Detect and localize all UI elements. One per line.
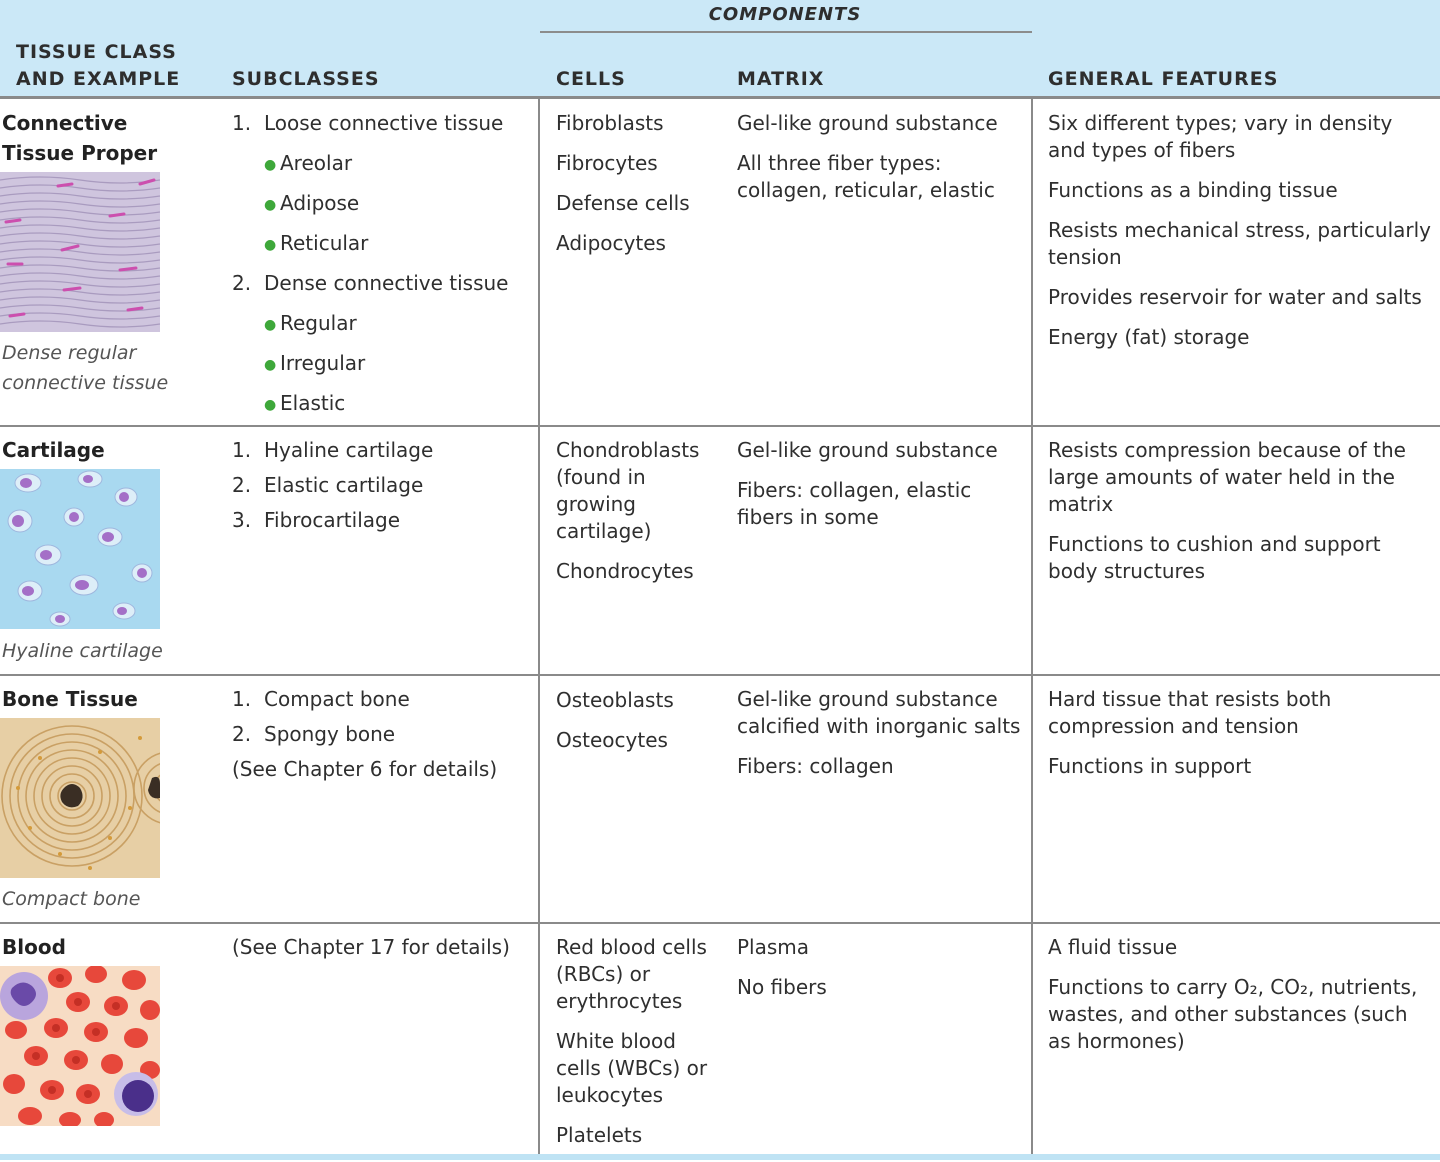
bullet-icon: ●: [264, 156, 277, 173]
subclasses-cell: [232, 682, 532, 787]
subclass-subitem: Reticular: [280, 231, 369, 255]
hyaline-cartilage-image: [0, 469, 160, 629]
bullet-icon: ●: [264, 316, 277, 333]
image-caption: Dense regular connective tissue: [2, 342, 169, 394]
matrix-item: Gel-like ground substance calcified with inorganic salts: [737, 687, 1021, 738]
components-divider: [540, 31, 1032, 33]
feature-item: Hard tissue that resists both compression and tension: [1048, 687, 1332, 738]
row-divider: [0, 674, 1440, 676]
features-cell: [1048, 437, 1418, 598]
list-number: 1.: [232, 111, 252, 135]
feature-item: Resists compression because of the large amounts of water held in the matrix: [1048, 438, 1406, 516]
subclass-item: Elastic cartilage: [264, 473, 424, 497]
list-number: 2.: [232, 722, 252, 746]
matrix-item: No fibers: [737, 975, 827, 999]
feature-item: Six different types; vary in density and types of fibers: [1048, 111, 1393, 162]
components-group-label: COMPONENTS: [708, 4, 862, 25]
cells-cell: [556, 934, 716, 1162]
cells-cell: [556, 680, 716, 760]
feature-item: Resists mechanical stress, particularly tension: [1048, 218, 1432, 269]
column-header-features: GENERAL FEATURES: [1048, 68, 1279, 90]
list-number: 1.: [232, 687, 252, 711]
column-header-matrix: MATRIX: [737, 68, 825, 90]
subclass-note: (See Chapter 6 for details): [232, 757, 498, 781]
cell-type: Defense cells: [556, 191, 690, 215]
cells-cell: [556, 103, 726, 263]
matrix-cell: [737, 437, 1022, 544]
bullet-icon: ●: [264, 396, 277, 413]
table-header: [0, 0, 1440, 99]
cell-type: Red blood cells (RBCs) or erythrocytes: [556, 935, 707, 1013]
matrix-item: Gel-like ground substance: [737, 111, 998, 135]
subclasses-cell: [232, 103, 532, 423]
feature-item: Energy (fat) storage: [1048, 325, 1250, 349]
subclass-subitem: Elastic: [280, 391, 346, 415]
column-divider: [538, 97, 540, 1155]
row-divider: [0, 425, 1440, 427]
list-number: 3.: [232, 508, 252, 532]
matrix-cell: [737, 110, 1022, 217]
tissue-class-title: Connective Tissue Proper: [2, 111, 158, 165]
subclass-item: Compact bone: [264, 687, 410, 711]
matrix-item: Fibers: collagen: [737, 754, 894, 778]
features-cell: [1048, 934, 1418, 1068]
subclass-item: Hyaline cartilage: [264, 438, 434, 462]
cells-cell: [556, 437, 716, 598]
cell-type: Fibrocytes: [556, 151, 658, 175]
cell-type: Adipocytes: [556, 231, 666, 255]
list-number: 2.: [232, 473, 252, 497]
matrix-cell: [737, 934, 1022, 1014]
column-header-tissue-line1: TISSUE CLASS: [16, 41, 177, 63]
features-cell: [1048, 110, 1433, 364]
cell-type: Osteocytes: [556, 728, 668, 752]
subclass-subitem: Regular: [280, 311, 357, 335]
subclass-item: Spongy bone: [264, 722, 396, 746]
cell-type: Chondrocytes: [556, 559, 694, 583]
compact-bone-image: [0, 718, 160, 878]
matrix-cell: [737, 686, 1022, 793]
blood-smear-image: [0, 966, 160, 1126]
table-footer-band: [0, 1154, 1440, 1160]
subclasses-cell: [232, 934, 532, 961]
features-cell: [1048, 686, 1348, 793]
column-header-cells: CELLS: [556, 68, 626, 90]
cell-type: Fibroblasts: [556, 111, 664, 135]
subclass-subitem: Areolar: [280, 151, 353, 175]
bullet-icon: ●: [264, 236, 277, 253]
subclass-item: Loose connective tissue: [264, 111, 504, 135]
tissue-class-title: Cartilage: [2, 438, 105, 462]
feature-item: Functions to cushion and support body structures: [1048, 532, 1381, 583]
subclass-subitem: Adipose: [280, 191, 360, 215]
subclass-item: Fibrocartilage: [264, 508, 401, 532]
subclass-note: (See Chapter 17 for details): [232, 935, 510, 959]
image-caption: Hyaline cartilage: [2, 640, 163, 662]
feature-item: Provides reservoir for water and salts: [1048, 285, 1422, 309]
feature-item: Functions to carry O₂, CO₂, nutrients, wastes, and other substances (such as hormones): [1048, 975, 1418, 1053]
matrix-item: Fibers: collagen, elastic fibers in some: [737, 478, 972, 529]
image-caption: Compact bone: [2, 888, 141, 910]
matrix-item: All three fiber types: collagen, reticular, elastic: [737, 151, 995, 202]
column-header-tissue-line2: AND EXAMPLE: [16, 68, 181, 90]
feature-item: Functions as a binding tissue: [1048, 178, 1338, 202]
subclass-item: Dense connective tissue: [264, 271, 509, 295]
column-divider: [1031, 97, 1033, 1155]
cell-type: Chondroblasts (found in growing cartilage): [556, 438, 700, 543]
tissue-class-title: Blood: [2, 935, 66, 959]
column-header-subclasses: SUBCLASSES: [232, 68, 380, 90]
column-header-tissue: [16, 39, 180, 93]
tissue-class-title: Bone Tissue: [2, 687, 138, 711]
dense-regular-connective-tissue-image: [0, 172, 160, 332]
matrix-item: Gel-like ground substance: [737, 438, 998, 462]
subclass-subitem: Irregular: [280, 351, 366, 375]
feature-item: A fluid tissue: [1048, 935, 1178, 959]
list-number: 1.: [232, 438, 252, 462]
cell-type: White blood cells (WBCs) or leukocytes: [556, 1029, 708, 1107]
bullet-icon: ●: [264, 196, 277, 213]
list-number: 2.: [232, 271, 252, 295]
row-divider: [0, 922, 1440, 924]
subclasses-cell: [232, 433, 532, 538]
feature-item: Functions in support: [1048, 754, 1252, 778]
bullet-icon: ●: [264, 356, 277, 373]
cell-type: Osteoblasts: [556, 688, 674, 712]
cell-type: Platelets: [556, 1123, 643, 1147]
matrix-item: Plasma: [737, 935, 810, 959]
